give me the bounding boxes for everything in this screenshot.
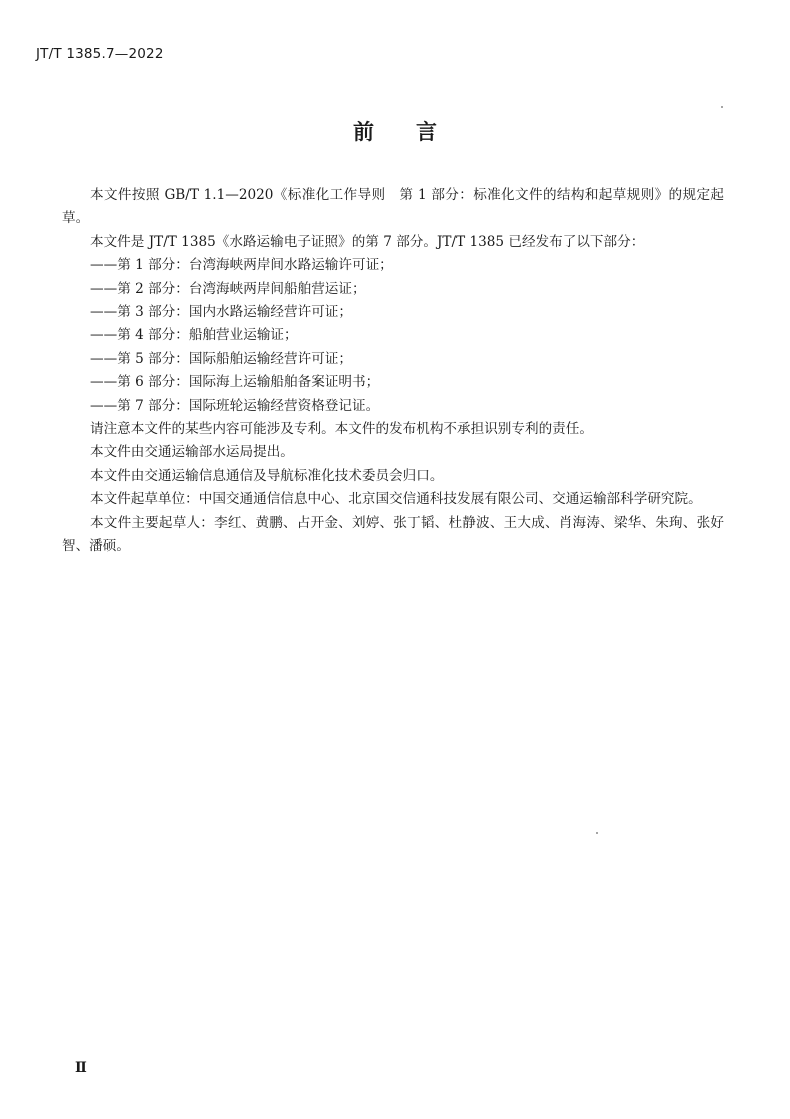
foreword-body <box>62 184 724 559</box>
list-item: ——第 2 部分：台湾海峡两岸间船舶营运证； <box>90 280 366 297</box>
paragraph-series-intro: 本文件是 JT/T 1385《水路运输电子证照》的第 7 部分。JT/T 1385 已经发布了以下部分： <box>90 233 645 250</box>
list-item: ——第 1 部分：台湾海峡两岸间水路运输许可证； <box>90 257 393 274</box>
parts-list <box>62 254 724 418</box>
document-code-header: JT/T 1385.7—2022 <box>36 46 164 62</box>
scan-speck <box>596 832 598 834</box>
list-item: ——第 7 部分：国际班轮运输经营资格登记证。 <box>90 397 380 414</box>
paragraph-patent-notice: 请注意本文件的某些内容可能涉及专利。本文件的发布机构不承担识别专利的责任。 <box>90 421 593 438</box>
scan-speck <box>721 106 723 108</box>
list-item: ——第 4 部分：船舶营业运输证； <box>90 327 298 344</box>
page-number: Ⅱ <box>75 1060 87 1076</box>
paragraph-committee: 本文件由交通运输信息通信及导航标准化技术委员会归口。 <box>90 467 444 484</box>
paragraph-proposer: 本文件由交通运输部水运局提出。 <box>90 444 294 461</box>
paragraph-drafters: 本文件主要起草人：李红、黄鹏、占开金、刘婷、张丁韬、杜静波、王大成、肖海涛、梁华、朱珣、张好智、潘硕。 <box>62 514 724 555</box>
page-title: 前言 <box>353 120 479 144</box>
paragraph-drafting-rules: 本文件按照 GB/T 1.1—2020《标准化工作导则 第 1 部分：标准化文件的结构和起草规则》的规定起草。 <box>62 187 724 227</box>
list-item: ——第 6 部分：国际海上运输船舶备案证明书； <box>90 374 380 391</box>
list-item: ——第 5 部分：国际船舶运输经营许可证； <box>90 350 352 367</box>
list-item: ——第 3 部分：国内水路运输经营许可证； <box>90 304 352 321</box>
paragraph-drafting-units: 本文件起草单位：中国交通通信信息中心、北京国交信通科技发展有限公司、交通运输部科学研究院。 <box>90 491 702 508</box>
